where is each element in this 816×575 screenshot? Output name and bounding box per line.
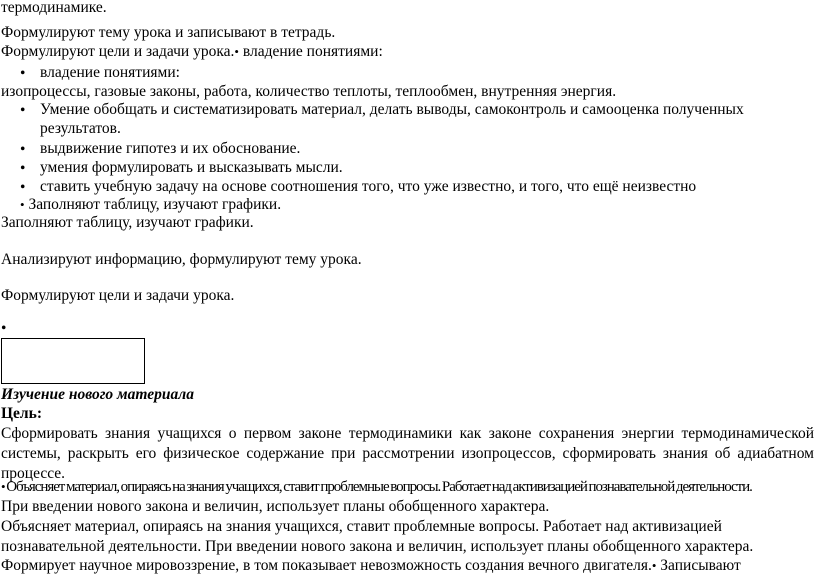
bullet-icon: • [1, 320, 7, 337]
bullet-icon: • [234, 44, 239, 59]
empty-table-cell [1, 338, 145, 384]
text-line-fill-table: Заполняют таблицу, изучают графики. [1, 214, 254, 231]
bullet-icon: • [20, 102, 26, 119]
text-line-fill-table-bullet [20, 196, 281, 214]
bullet-icon: • [20, 197, 25, 212]
text-line-explains: Объясняет материал, опираясь на знания учащихся, ставит проблемные вопросы. Работает над активизацией [1, 518, 722, 535]
list-item: Умение обобщать и систематизировать материал, делать выводы, самоконтроль и самооценка полученных [40, 101, 744, 118]
text-line-worldview [1, 557, 741, 575]
list-item: умения формулировать и высказывать мысли. [40, 159, 343, 176]
text-line-cognitive: познавательной деятельности. При введении нового закона и величин, использует планы обобщенного характера. [1, 538, 754, 555]
section-title: Изучение нового материала [1, 386, 194, 403]
bullet-icon: • [20, 141, 26, 158]
bullet-icon: • [20, 65, 26, 82]
compressed-text: Объясняет материал, опираясь на знания учащихся, ставит проблемные вопросы. Работает над активизацией познавательной деятельности. [6, 479, 752, 495]
writes-text: Записывают [660, 557, 741, 574]
concepts-label-inline: владение понятиями: [242, 43, 383, 60]
text-line-compressed [1, 478, 752, 496]
list-item: ставить учебную задачу на основе соотношения того, что уже известно, и того, что ещё неизвестно [40, 178, 697, 195]
worldview-text: Формирует научное мировоззрение, в том показывает невозможность создания вечного двигателя. [1, 557, 652, 574]
list-item-continuation: результатов. [40, 120, 121, 137]
text-line-analyze: Анализируют информацию, формулируют тему урока. [1, 251, 362, 268]
text-line-thermodynamics: термодинамике. [1, 0, 107, 16]
bullet-icon: • [20, 160, 26, 177]
fill-table-text: Заполняют таблицу, изучают графики. [28, 196, 282, 213]
bullet-icon: • [1, 479, 5, 494]
bullet-icon: • [20, 179, 26, 196]
text-line-goals: Формулируют цели и задачи урока. [1, 287, 235, 304]
list-item: владение понятиями: [40, 64, 180, 81]
goal-label: Цель: [1, 405, 42, 422]
text-line-concepts: изопроцессы, газовые законы, работа, количество теплоты, теплообмен, внутренняя энергия. [1, 83, 617, 100]
lesson-goals-text: Формулируют цели и задачи урока. [1, 43, 235, 60]
goal-paragraph: Сформировать знания учащихся о первом законе термодинамики как законе сохранения энергии термодинамической системы, раскрыть его физическое содержание при рассмотрении изопроцессов, сформировать знания об адиабатном процессе. [1, 425, 814, 482]
text-line-lesson-goals [1, 43, 383, 61]
list-item: выдвижение гипотез и их обоснование. [40, 140, 301, 157]
bullet-icon: • [651, 558, 657, 573]
text-line-lesson-topic: Формулируют тему урока и записывают в тетрадь. [1, 24, 336, 41]
text-line-new-law: При введении нового закона и величин, использует планы обобщенного характера. [1, 498, 550, 515]
